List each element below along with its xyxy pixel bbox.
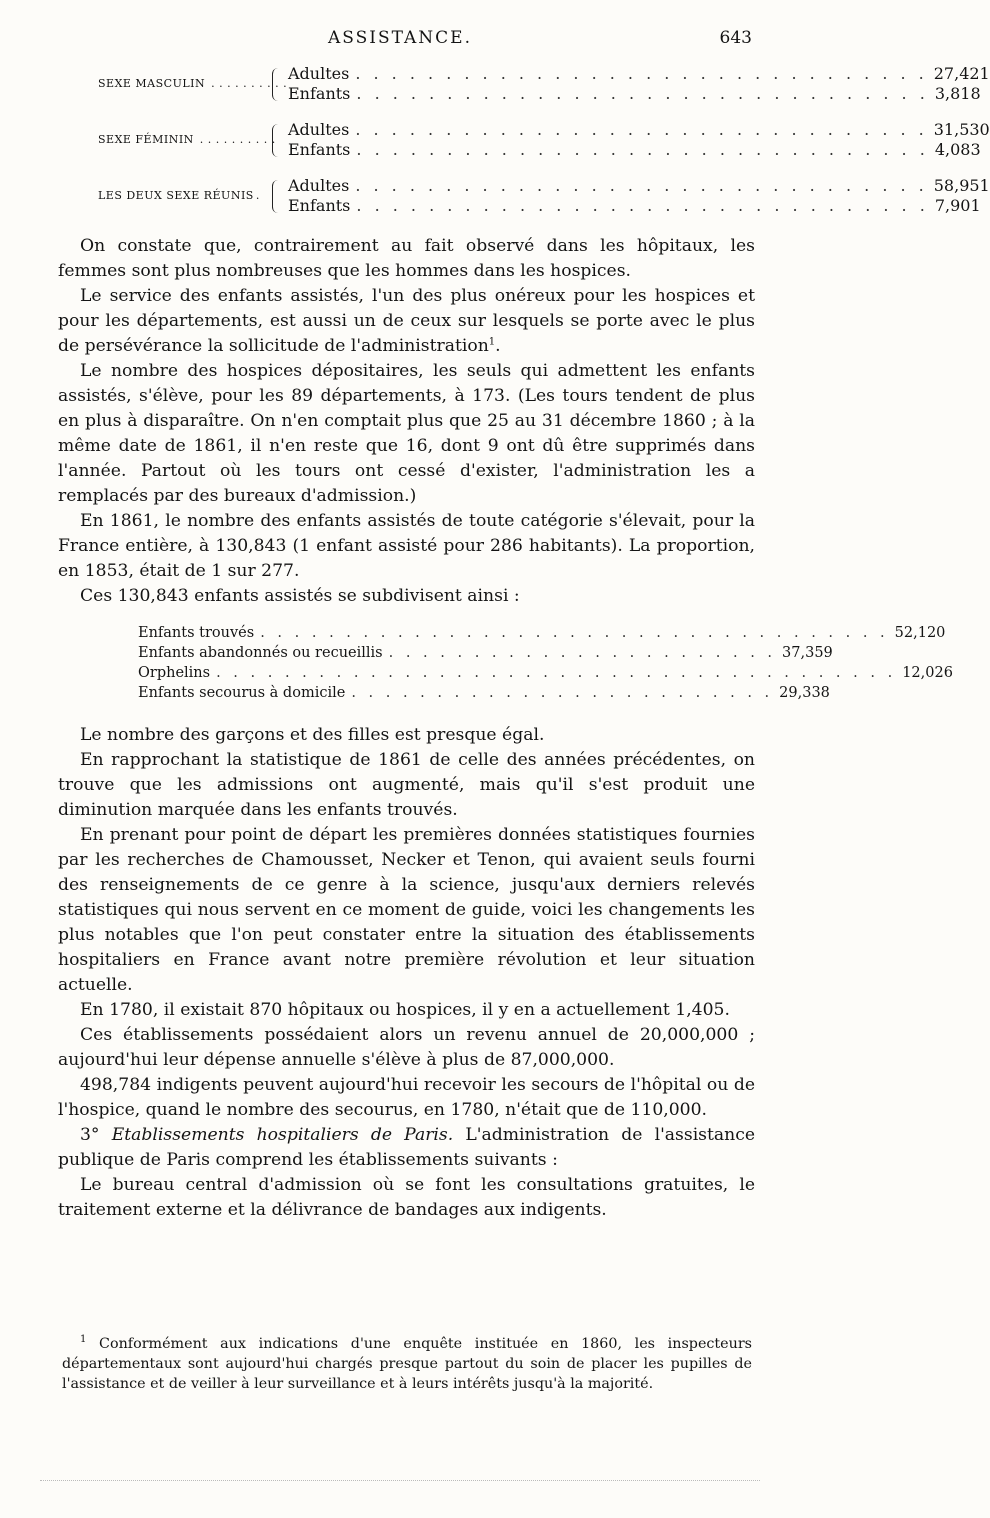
section-title: Etablissements hospitaliers de Paris. — [111, 1125, 454, 1145]
stat-group-sexe-masculin — [98, 62, 990, 118]
stat-row-name: Adultes — [288, 64, 350, 83]
stat-row — [288, 64, 990, 84]
table-row — [138, 643, 833, 663]
stat-row-value: 31,530 — [933, 120, 990, 139]
stat-row-value: 4,083 — [934, 140, 981, 159]
stat-row-name: Adultes — [288, 176, 350, 195]
running-title: ASSISTANCE. — [327, 28, 472, 48]
paragraph: En 1780, il existait 870 hôpitaux ou hospices, il y en a actuellement 1,405. — [80, 1000, 730, 1020]
table-row-label: Enfants secourus à domicile — [138, 685, 346, 701]
table-row-label: Enfants abandonnés ou recueillis — [138, 645, 383, 661]
leader-dots: . . . . . . . . . . . . . . . . . . . . . . . . . . . . . . . . — [356, 140, 929, 159]
footnote-marker: 1 — [80, 1334, 87, 1346]
table-row — [138, 683, 830, 703]
paragraph: Ces établissements possédaient alors un revenu annuel de 20,000,000 ; aujourd'hui leur dépense annuelle s'élève à plus de 87,000,000. — [58, 1025, 755, 1070]
stat-row-value: 27,421 — [933, 64, 990, 83]
stat-row — [288, 120, 990, 140]
brace — [272, 124, 280, 157]
section-paragraph — [58, 1123, 755, 1173]
stat-row-value: 3,818 — [934, 84, 981, 103]
paragraph: Ces 130,843 enfants assistés se subdivisent ainsi : — [80, 586, 520, 606]
footnote — [62, 1334, 752, 1394]
paragraph: Le bureau central d'admission où se font les consultations gratuites, le traitement externe et la délivrance de bandages aux indigents. — [58, 1175, 755, 1220]
leader-dots: . . . . . . . . . . . . . . . . . . . . . . . . . . . . . . . . — [356, 196, 929, 215]
sex-statistics-table — [98, 62, 990, 230]
paragraph: Le service des enfants assistés, l'un des plus onéreux pour les hospices et pour les départements, est aussi un de ceux sur lesquels se porte avec le plus de persévérance la sollicitude de l'administration$^1$. — [58, 286, 755, 356]
table-row-label: Enfants trouvés — [138, 625, 255, 641]
stat-row — [288, 140, 981, 160]
stat-row-value: 7,901 — [934, 196, 981, 215]
paragraph: En rapprochant la statistique de 1861 de celle des années précédentes, on trouve que les admissions ont augmenté, mais qu'il s'est produit une diminution marquée dans les enfants trouvés. — [58, 750, 755, 820]
footnote-reference: 1 — [488, 336, 496, 348]
table-row — [138, 663, 953, 683]
stat-row-name: Enfants — [288, 140, 351, 159]
paragraph: On constate que, contrairement au fait observé dans les hôpitaux, les femmes sont plus nombreuses que les hommes dans les hospices. — [58, 236, 755, 281]
stat-group-label: LES DEUX SEXE RÉUNIS — [98, 189, 254, 202]
paragraph: En 1861, le nombre des enfants assistés de toute catégorie s'élevait, pour la France entière, à 130,843 (1 enfant assisté pour 286 habitants). La proportion, en 1853, était de 1 sur 277. — [58, 511, 755, 581]
table-row — [138, 623, 946, 643]
stat-row-name: Adultes — [288, 120, 350, 139]
footnote-text: Conformément aux indications d'une enquête instituée en 1860, les inspecteurs départementaux sont aujourd'hui chargés presque partout du soin de placer les pupilles de l'assistance et de veiller à leur surveillance et à leurs intérêts jusqu'à la majorité. — [62, 1336, 753, 1392]
stat-row — [288, 176, 990, 196]
leader-dots: . . . . . . . . . . — [207, 77, 288, 90]
stat-row-value: 58,951 — [933, 176, 990, 195]
page-number: 643 — [719, 28, 752, 48]
leader-dots: . . . . . . . . . . . . . . . . . . . . . . . . . . . . . . . . — [355, 120, 928, 139]
paragraph: 498,784 indigents peuvent aujourd'hui recevoir les secours de l'hôpital ou de l'hospice, quand le nombre des secourus, en 1780, n'était que de 110,000. — [58, 1075, 755, 1120]
paragraph-text: Le service des enfants assistés, l'un des plus onéreux pour les hospices et pour les départements, est aussi un de ceux sur lesquels se porte avec le plus de persévérance la sollicitude de l'administration — [58, 286, 755, 356]
table-row-value: 29,338 — [779, 685, 830, 701]
table-row-value: 37,359 — [782, 645, 833, 661]
stat-group-label: SEXE MASCULIN — [98, 77, 206, 90]
stat-group-label: SEXE FÉMININ — [98, 133, 194, 146]
leader-dots: . . . . . . . . . . . . . . . . . . . . . . . — [388, 645, 777, 661]
stat-row-name: Enfants — [288, 196, 351, 215]
section-number: 3° — [80, 1125, 100, 1145]
leader-dots: . . . . . . . . . . . . . . . . . . . . . . . . . — [351, 685, 774, 701]
table-row-value: 52,120 — [894, 625, 946, 641]
enfants-assistes-table — [138, 623, 953, 703]
stat-group-deux-sexes: LES DEUX SEXE RÉUNIS . Adultes . . . . . . . . . . . . . . . . . . . . . . . . . . . . . . . . 58,951 Enfants . . . . . . . . . . . . . . . . . . . . . . . . . . . . . . . . 7,901 — [98, 176, 990, 215]
stat-row-name: Enfants — [288, 84, 351, 103]
leader-dots: . . . . . . . . . . . . . . . . . . . . . . . . . . . . . . . . . . . . . . . . — [216, 665, 897, 681]
leader-dots: . . . . . . . . . . . . . . . . . . . . . . . . . . . . . . . . — [355, 64, 928, 83]
leader-dots: . . . . . . . . . . . . . . . . . . . . . . . . . . . . . . . . — [355, 176, 928, 195]
paragraph: Le nombre des garçons et des filles est presque égal. — [80, 725, 545, 745]
leader-dots: . . . . . . . . . . — [195, 133, 276, 146]
table-row-label: Orphelins — [138, 665, 211, 681]
paragraph: Le nombre des hospices dépositaires, les seuls qui admettent les enfants assistés, s'élève, pour les 89 départements, à 173. (Les tours tendent de plus en plus à disparaître. On n'en comptait plus que 25 au 31 décembre 1860 ; à la même date de 1861, il n'en reste que 16, dont 9 ont dû être supprimés dans l'année. Partout où les tours ont cessé d'exister, l'administration les a remplacés par des bureaux d'admission.) — [58, 361, 755, 506]
scan-artifact-line — [40, 1480, 760, 1483]
stat-row — [288, 84, 981, 104]
stat-row — [288, 196, 981, 216]
brace — [272, 68, 280, 101]
paragraph: En prenant pour point de départ les premières données statistiques fournies par les recherches de Chamousset, Necker et Tenon, qui avaient seuls fourni des renseignements de ce genre à la science, jusqu'aux derniers relevés statistiques qui nous servent en ce moment de guide, voici les changements les plus notables que l'on peut constater entre la situation des établissements hospitaliers en France avant notre première révolution et leur situation actuelle. — [58, 825, 755, 995]
body-text — [58, 234, 953, 1223]
leader-dots: . . . . . . . . . . . . . . . . . . . . . . . . . . . . . . . . — [356, 84, 929, 103]
table-row-value: 12,026 — [902, 665, 953, 681]
paragraph-text: L'administration de l'assistance publique de Paris comprend les établissements suivants : — [58, 1125, 756, 1170]
brace — [272, 180, 280, 213]
running-header — [0, 28, 800, 50]
leader-dots: . . . . . . . . . . . . . . . . . . . . . . . . . . . . . . . . . . . . . — [260, 625, 889, 641]
stat-group-sexe-feminin — [98, 118, 990, 174]
